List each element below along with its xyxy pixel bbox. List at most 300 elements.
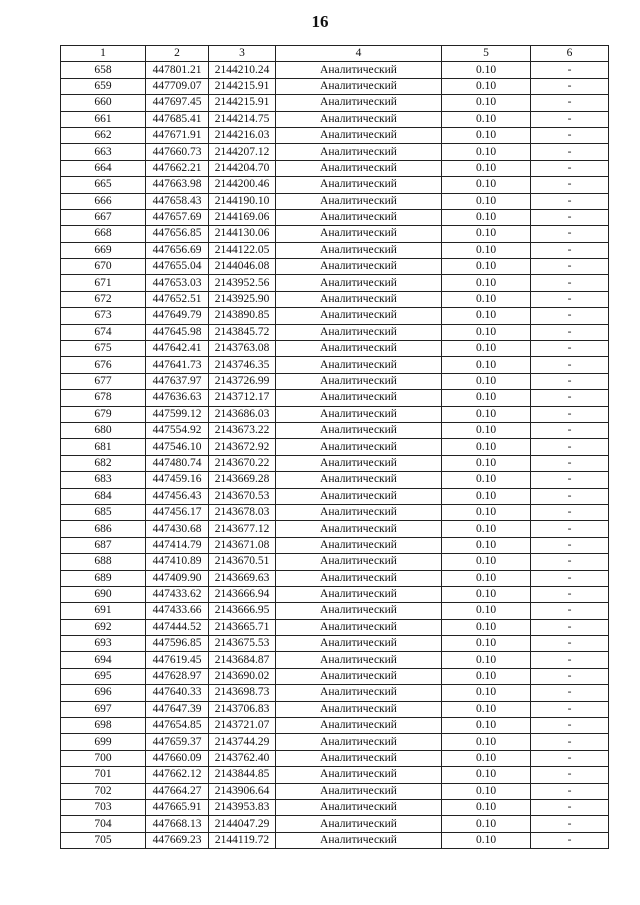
- method-cell: Аналитический: [276, 455, 442, 471]
- y-coordinate-cell: 2144122.05: [209, 242, 276, 258]
- method-cell: Аналитический: [276, 439, 442, 455]
- description-cell: -: [531, 111, 609, 127]
- table-row: [61, 127, 609, 143]
- x-coordinate-cell: 447656.69: [146, 242, 209, 258]
- y-coordinate-cell: 2143721.07: [209, 718, 276, 734]
- accuracy-cell: 0.10: [442, 95, 531, 111]
- method-cell: Аналитический: [276, 832, 442, 848]
- accuracy-cell: 0.10: [442, 422, 531, 438]
- method-cell: Аналитический: [276, 603, 442, 619]
- point-number-cell: 666: [61, 193, 146, 209]
- y-coordinate-cell: 2144190.10: [209, 193, 276, 209]
- point-number-cell: 697: [61, 701, 146, 717]
- description-cell: -: [531, 537, 609, 553]
- method-cell: Аналитический: [276, 537, 442, 553]
- method-cell: Аналитический: [276, 226, 442, 242]
- method-cell: Аналитический: [276, 259, 442, 275]
- accuracy-cell: 0.10: [442, 750, 531, 766]
- point-number-cell: 686: [61, 521, 146, 537]
- point-number-cell: 693: [61, 636, 146, 652]
- x-coordinate-cell: 447653.03: [146, 275, 209, 291]
- point-number-cell: 698: [61, 718, 146, 734]
- description-cell: -: [531, 324, 609, 340]
- description-cell: -: [531, 226, 609, 242]
- accuracy-cell: 0.10: [442, 160, 531, 176]
- point-number-cell: 658: [61, 62, 146, 78]
- description-cell: -: [531, 799, 609, 815]
- description-cell: -: [531, 586, 609, 602]
- point-number-cell: 705: [61, 832, 146, 848]
- y-coordinate-cell: 2143666.94: [209, 586, 276, 602]
- y-coordinate-cell: 2143686.03: [209, 406, 276, 422]
- table-row: [61, 488, 609, 504]
- table-row: [61, 242, 609, 258]
- x-coordinate-cell: 447642.41: [146, 341, 209, 357]
- x-coordinate-cell: 447664.27: [146, 783, 209, 799]
- method-cell: Аналитический: [276, 636, 442, 652]
- point-number-cell: 696: [61, 685, 146, 701]
- x-coordinate-cell: 447554.92: [146, 422, 209, 438]
- method-cell: Аналитический: [276, 62, 442, 78]
- table-row: [61, 537, 609, 553]
- description-cell: -: [531, 701, 609, 717]
- table-row: [61, 701, 609, 717]
- coordinates-table: [60, 45, 609, 849]
- method-cell: Аналитический: [276, 521, 442, 537]
- method-cell: Аналитический: [276, 586, 442, 602]
- method-cell: Аналитический: [276, 193, 442, 209]
- y-coordinate-cell: 2144210.24: [209, 62, 276, 78]
- table-row: [61, 193, 609, 209]
- x-coordinate-cell: 447444.52: [146, 619, 209, 635]
- table-row: [61, 177, 609, 193]
- method-cell: Аналитический: [276, 144, 442, 160]
- x-coordinate-cell: 447430.68: [146, 521, 209, 537]
- point-number-cell: 700: [61, 750, 146, 766]
- point-number-cell: 663: [61, 144, 146, 160]
- x-coordinate-cell: 447657.69: [146, 209, 209, 225]
- method-cell: Аналитический: [276, 78, 442, 94]
- accuracy-cell: 0.10: [442, 586, 531, 602]
- point-number-cell: 679: [61, 406, 146, 422]
- table-row: [61, 619, 609, 635]
- method-cell: Аналитический: [276, 95, 442, 111]
- accuracy-cell: 0.10: [442, 685, 531, 701]
- description-cell: -: [531, 783, 609, 799]
- header-row: [61, 46, 609, 62]
- description-cell: -: [531, 291, 609, 307]
- x-coordinate-cell: 447640.33: [146, 685, 209, 701]
- y-coordinate-cell: 2143670.51: [209, 554, 276, 570]
- table-row: [61, 160, 609, 176]
- accuracy-cell: 0.10: [442, 177, 531, 193]
- point-number-cell: 701: [61, 767, 146, 783]
- point-number-cell: 665: [61, 177, 146, 193]
- accuracy-cell: 0.10: [442, 324, 531, 340]
- accuracy-cell: 0.10: [442, 734, 531, 750]
- accuracy-cell: 0.10: [442, 373, 531, 389]
- accuracy-cell: 0.10: [442, 259, 531, 275]
- accuracy-cell: 0.10: [442, 226, 531, 242]
- description-cell: -: [531, 275, 609, 291]
- table-row: [61, 373, 609, 389]
- column-header-method: 4: [276, 46, 442, 62]
- x-coordinate-cell: 447546.10: [146, 439, 209, 455]
- method-cell: Аналитический: [276, 324, 442, 340]
- x-coordinate-cell: 447649.79: [146, 308, 209, 324]
- y-coordinate-cell: 2143762.40: [209, 750, 276, 766]
- description-cell: -: [531, 570, 609, 586]
- y-coordinate-cell: 2143669.63: [209, 570, 276, 586]
- method-cell: Аналитический: [276, 554, 442, 570]
- y-coordinate-cell: 2144130.06: [209, 226, 276, 242]
- description-cell: -: [531, 816, 609, 832]
- x-coordinate-cell: 447659.37: [146, 734, 209, 750]
- table-row: [61, 603, 609, 619]
- y-coordinate-cell: 2143763.08: [209, 341, 276, 357]
- accuracy-cell: 0.10: [442, 816, 531, 832]
- table-row: [61, 799, 609, 815]
- x-coordinate-cell: 447662.12: [146, 767, 209, 783]
- method-cell: Аналитический: [276, 734, 442, 750]
- accuracy-cell: 0.10: [442, 144, 531, 160]
- accuracy-cell: 0.10: [442, 111, 531, 127]
- y-coordinate-cell: 2143744.29: [209, 734, 276, 750]
- method-cell: Аналитический: [276, 619, 442, 635]
- accuracy-cell: 0.10: [442, 291, 531, 307]
- point-number-cell: 669: [61, 242, 146, 258]
- y-coordinate-cell: 2143677.12: [209, 521, 276, 537]
- accuracy-cell: 0.10: [442, 455, 531, 471]
- accuracy-cell: 0.10: [442, 767, 531, 783]
- description-cell: -: [531, 832, 609, 848]
- description-cell: -: [531, 636, 609, 652]
- description-cell: -: [531, 619, 609, 635]
- x-coordinate-cell: 447410.89: [146, 554, 209, 570]
- method-cell: Аналитический: [276, 160, 442, 176]
- description-cell: -: [531, 668, 609, 684]
- method-cell: Аналитический: [276, 341, 442, 357]
- accuracy-cell: 0.10: [442, 62, 531, 78]
- x-coordinate-cell: 447414.79: [146, 537, 209, 553]
- y-coordinate-cell: 2143953.83: [209, 799, 276, 815]
- method-cell: Аналитический: [276, 373, 442, 389]
- method-cell: Аналитический: [276, 275, 442, 291]
- table-row: [61, 209, 609, 225]
- y-coordinate-cell: 2143925.90: [209, 291, 276, 307]
- description-cell: -: [531, 488, 609, 504]
- description-cell: -: [531, 521, 609, 537]
- method-cell: Аналитический: [276, 291, 442, 307]
- x-coordinate-cell: 447637.97: [146, 373, 209, 389]
- accuracy-cell: 0.10: [442, 209, 531, 225]
- accuracy-cell: 0.10: [442, 701, 531, 717]
- method-cell: Аналитический: [276, 668, 442, 684]
- method-cell: Аналитический: [276, 767, 442, 783]
- description-cell: -: [531, 734, 609, 750]
- table-row: [61, 472, 609, 488]
- accuracy-cell: 0.10: [442, 570, 531, 586]
- y-coordinate-cell: 2143678.03: [209, 504, 276, 520]
- table-row: [61, 504, 609, 520]
- description-cell: -: [531, 504, 609, 520]
- method-cell: Аналитический: [276, 718, 442, 734]
- x-coordinate-cell: 447645.98: [146, 324, 209, 340]
- table-row: [61, 422, 609, 438]
- description-cell: -: [531, 718, 609, 734]
- y-coordinate-cell: 2143746.35: [209, 357, 276, 373]
- x-coordinate-cell: 447433.62: [146, 586, 209, 602]
- point-number-cell: 671: [61, 275, 146, 291]
- method-cell: Аналитический: [276, 570, 442, 586]
- point-number-cell: 699: [61, 734, 146, 750]
- point-number-cell: 670: [61, 259, 146, 275]
- table-row: [61, 652, 609, 668]
- description-cell: -: [531, 455, 609, 471]
- x-coordinate-cell: 447596.85: [146, 636, 209, 652]
- y-coordinate-cell: 2143706.83: [209, 701, 276, 717]
- x-coordinate-cell: 447656.85: [146, 226, 209, 242]
- description-cell: -: [531, 242, 609, 258]
- point-number-cell: 687: [61, 537, 146, 553]
- table-row: [61, 570, 609, 586]
- point-number-cell: 662: [61, 127, 146, 143]
- method-cell: Аналитический: [276, 209, 442, 225]
- y-coordinate-cell: 2143890.85: [209, 308, 276, 324]
- accuracy-cell: 0.10: [442, 439, 531, 455]
- method-cell: Аналитический: [276, 422, 442, 438]
- point-number-cell: 661: [61, 111, 146, 127]
- description-cell: -: [531, 62, 609, 78]
- description-cell: -: [531, 209, 609, 225]
- y-coordinate-cell: 2144214.75: [209, 111, 276, 127]
- description-cell: -: [531, 554, 609, 570]
- table-row: [61, 308, 609, 324]
- description-cell: -: [531, 652, 609, 668]
- description-cell: -: [531, 422, 609, 438]
- x-coordinate-cell: 447409.90: [146, 570, 209, 586]
- x-coordinate-cell: 447652.51: [146, 291, 209, 307]
- method-cell: Аналитический: [276, 177, 442, 193]
- y-coordinate-cell: 2143726.99: [209, 373, 276, 389]
- method-cell: Аналитический: [276, 488, 442, 504]
- table-row: [61, 275, 609, 291]
- x-coordinate-cell: 447480.74: [146, 455, 209, 471]
- accuracy-cell: 0.10: [442, 193, 531, 209]
- accuracy-cell: 0.10: [442, 832, 531, 848]
- point-number-cell: 688: [61, 554, 146, 570]
- x-coordinate-cell: 447636.63: [146, 390, 209, 406]
- table-row: [61, 111, 609, 127]
- accuracy-cell: 0.10: [442, 357, 531, 373]
- point-number-cell: 682: [61, 455, 146, 471]
- method-cell: Аналитический: [276, 111, 442, 127]
- point-number-cell: 690: [61, 586, 146, 602]
- point-number-cell: 692: [61, 619, 146, 635]
- accuracy-cell: 0.10: [442, 127, 531, 143]
- description-cell: -: [531, 390, 609, 406]
- table-row: [61, 357, 609, 373]
- accuracy-cell: 0.10: [442, 242, 531, 258]
- description-cell: -: [531, 78, 609, 94]
- table-row: [61, 439, 609, 455]
- x-coordinate-cell: 447671.91: [146, 127, 209, 143]
- description-cell: -: [531, 95, 609, 111]
- accuracy-cell: 0.10: [442, 718, 531, 734]
- page-number: 16: [311, 12, 329, 31]
- table-row: [61, 767, 609, 783]
- table-row: [61, 636, 609, 652]
- table-row: [61, 78, 609, 94]
- method-cell: Аналитический: [276, 685, 442, 701]
- y-coordinate-cell: 2143666.95: [209, 603, 276, 619]
- x-coordinate-cell: 447641.73: [146, 357, 209, 373]
- method-cell: Аналитический: [276, 816, 442, 832]
- y-coordinate-cell: 2143672.92: [209, 439, 276, 455]
- point-number-cell: 680: [61, 422, 146, 438]
- y-coordinate-cell: 2143665.71: [209, 619, 276, 635]
- accuracy-cell: 0.10: [442, 668, 531, 684]
- y-coordinate-cell: 2143671.08: [209, 537, 276, 553]
- y-coordinate-cell: 2143845.72: [209, 324, 276, 340]
- method-cell: Аналитический: [276, 750, 442, 766]
- method-cell: Аналитический: [276, 127, 442, 143]
- x-coordinate-cell: 447599.12: [146, 406, 209, 422]
- table-row: [61, 406, 609, 422]
- point-number-cell: 675: [61, 341, 146, 357]
- description-cell: -: [531, 439, 609, 455]
- accuracy-cell: 0.10: [442, 619, 531, 635]
- y-coordinate-cell: 2144047.29: [209, 816, 276, 832]
- x-coordinate-cell: 447628.97: [146, 668, 209, 684]
- point-number-cell: 667: [61, 209, 146, 225]
- accuracy-cell: 0.10: [442, 537, 531, 553]
- table-row: [61, 390, 609, 406]
- x-coordinate-cell: 447456.17: [146, 504, 209, 520]
- method-cell: Аналитический: [276, 308, 442, 324]
- table-row: [61, 62, 609, 78]
- description-cell: -: [531, 685, 609, 701]
- method-cell: Аналитический: [276, 472, 442, 488]
- accuracy-cell: 0.10: [442, 521, 531, 537]
- table-row: [61, 750, 609, 766]
- y-coordinate-cell: 2143690.02: [209, 668, 276, 684]
- point-number-cell: 673: [61, 308, 146, 324]
- accuracy-cell: 0.10: [442, 78, 531, 94]
- description-cell: -: [531, 357, 609, 373]
- accuracy-cell: 0.10: [442, 636, 531, 652]
- x-coordinate-cell: 447647.39: [146, 701, 209, 717]
- table-row: [61, 521, 609, 537]
- description-cell: -: [531, 373, 609, 389]
- x-coordinate-cell: 447697.45: [146, 95, 209, 111]
- x-coordinate-cell: 447660.73: [146, 144, 209, 160]
- table-row: [61, 832, 609, 848]
- x-coordinate-cell: 447801.21: [146, 62, 209, 78]
- x-coordinate-cell: 447459.16: [146, 472, 209, 488]
- method-cell: Аналитический: [276, 701, 442, 717]
- point-number-cell: 685: [61, 504, 146, 520]
- table-row: [61, 144, 609, 160]
- point-number-cell: 702: [61, 783, 146, 799]
- column-header-x-coordinate: 2: [146, 46, 209, 62]
- point-number-cell: 659: [61, 78, 146, 94]
- accuracy-cell: 0.10: [442, 603, 531, 619]
- description-cell: -: [531, 308, 609, 324]
- method-cell: Аналитический: [276, 783, 442, 799]
- point-number-cell: 691: [61, 603, 146, 619]
- description-cell: -: [531, 144, 609, 160]
- y-coordinate-cell: 2144215.91: [209, 95, 276, 111]
- accuracy-cell: 0.10: [442, 652, 531, 668]
- point-number-cell: 689: [61, 570, 146, 586]
- accuracy-cell: 0.10: [442, 406, 531, 422]
- point-number-cell: 674: [61, 324, 146, 340]
- accuracy-cell: 0.10: [442, 554, 531, 570]
- point-number-cell: 660: [61, 95, 146, 111]
- description-cell: -: [531, 750, 609, 766]
- table-row: [61, 685, 609, 701]
- y-coordinate-cell: 2144204.70: [209, 160, 276, 176]
- x-coordinate-cell: 447668.13: [146, 816, 209, 832]
- y-coordinate-cell: 2143684.87: [209, 652, 276, 668]
- point-number-cell: 672: [61, 291, 146, 307]
- point-number-cell: 695: [61, 668, 146, 684]
- y-coordinate-cell: 2143952.56: [209, 275, 276, 291]
- table-row: [61, 455, 609, 471]
- y-coordinate-cell: 2143670.22: [209, 455, 276, 471]
- description-cell: -: [531, 193, 609, 209]
- description-cell: -: [531, 767, 609, 783]
- y-coordinate-cell: 2144200.46: [209, 177, 276, 193]
- method-cell: Аналитический: [276, 242, 442, 258]
- table-row: [61, 734, 609, 750]
- x-coordinate-cell: 447654.85: [146, 718, 209, 734]
- column-header-description: 6: [531, 46, 609, 62]
- accuracy-cell: 0.10: [442, 504, 531, 520]
- x-coordinate-cell: 447658.43: [146, 193, 209, 209]
- description-cell: -: [531, 259, 609, 275]
- table-row: [61, 554, 609, 570]
- point-number-cell: 677: [61, 373, 146, 389]
- y-coordinate-cell: 2144119.72: [209, 832, 276, 848]
- table-row: [61, 95, 609, 111]
- x-coordinate-cell: 447655.04: [146, 259, 209, 275]
- x-coordinate-cell: 447663.98: [146, 177, 209, 193]
- table-row: [61, 783, 609, 799]
- y-coordinate-cell: 2143712.17: [209, 390, 276, 406]
- x-coordinate-cell: 447456.43: [146, 488, 209, 504]
- y-coordinate-cell: 2143669.28: [209, 472, 276, 488]
- point-number-cell: 664: [61, 160, 146, 176]
- table-header: [61, 46, 609, 62]
- y-coordinate-cell: 2144216.03: [209, 127, 276, 143]
- description-cell: -: [531, 472, 609, 488]
- description-cell: -: [531, 406, 609, 422]
- method-cell: Аналитический: [276, 799, 442, 815]
- table-row: [61, 341, 609, 357]
- point-number-cell: 703: [61, 799, 146, 815]
- y-coordinate-cell: 2143673.22: [209, 422, 276, 438]
- accuracy-cell: 0.10: [442, 308, 531, 324]
- point-number-cell: 678: [61, 390, 146, 406]
- x-coordinate-cell: 447669.23: [146, 832, 209, 848]
- method-cell: Аналитический: [276, 390, 442, 406]
- table-body: [61, 62, 609, 849]
- method-cell: Аналитический: [276, 406, 442, 422]
- y-coordinate-cell: 2143670.53: [209, 488, 276, 504]
- point-number-cell: 683: [61, 472, 146, 488]
